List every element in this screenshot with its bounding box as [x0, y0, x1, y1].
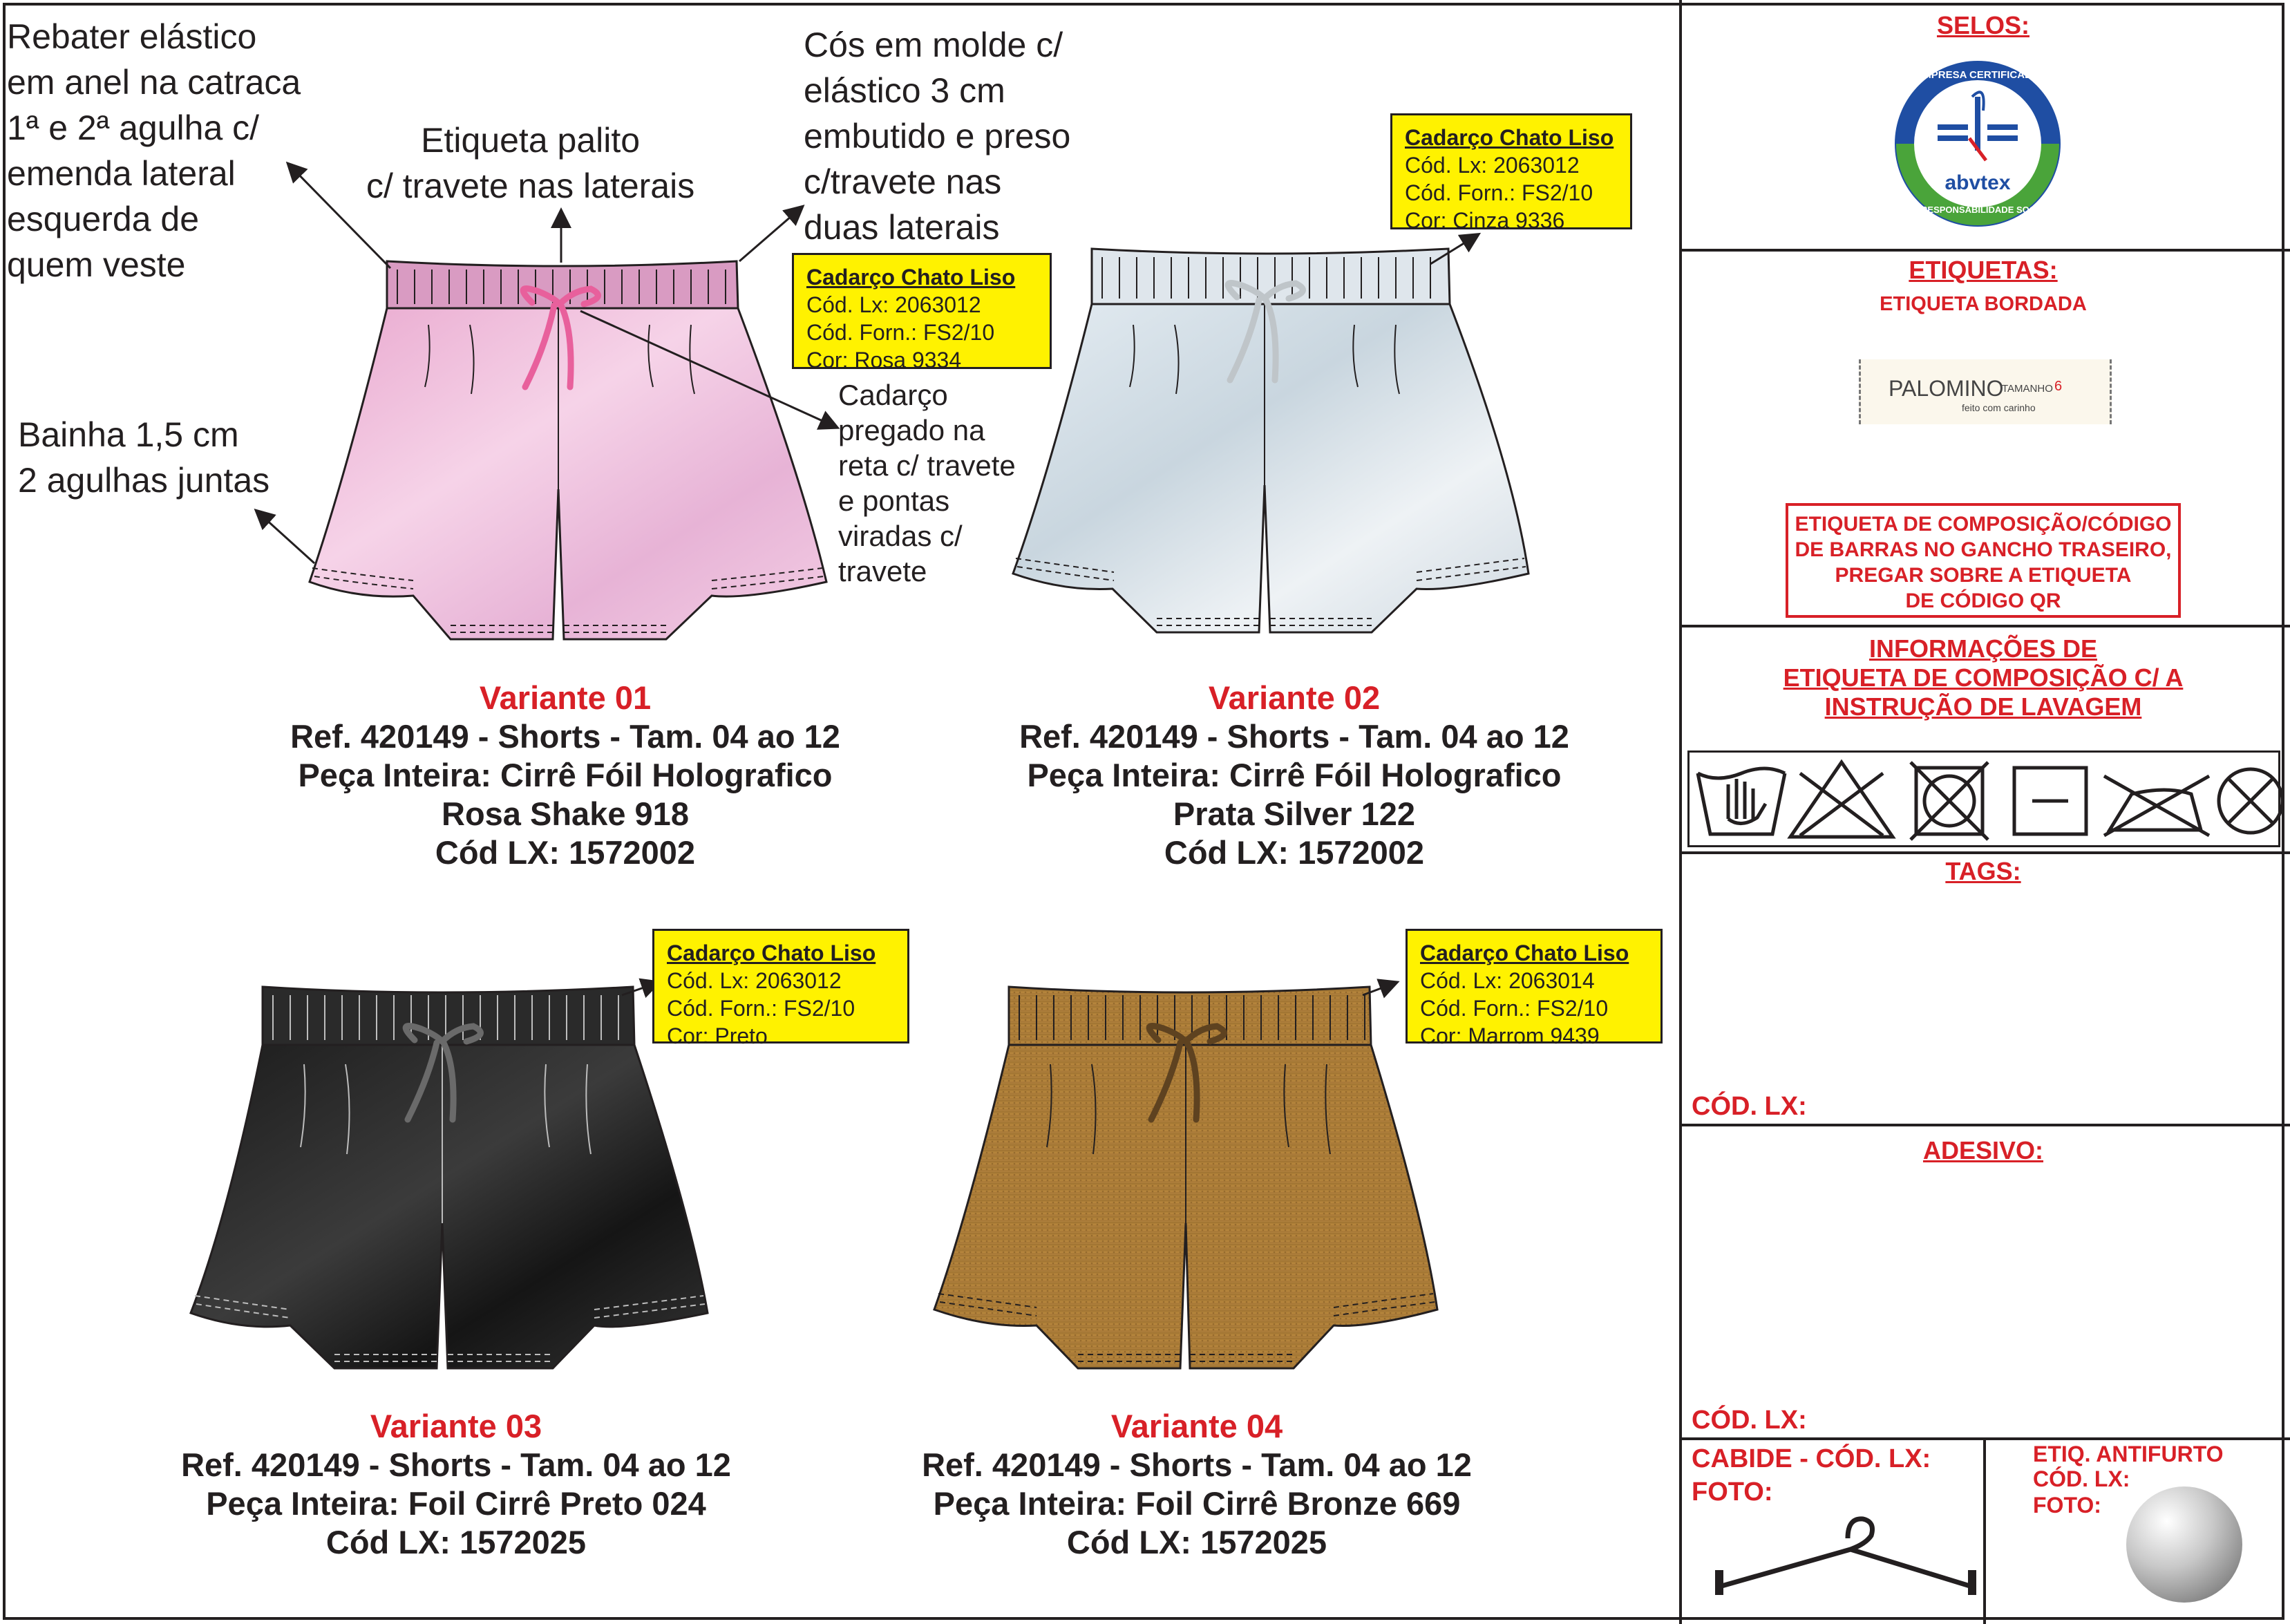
adesivo-title: ADESIVO: [1922, 1136, 2044, 1164]
variant-color: Rosa Shake 918 [442, 795, 689, 832]
tags-code-label: CÓD. LX: [1692, 1092, 1807, 1121]
drawstring-spec-title: Cadarço Chato Liso [667, 941, 876, 965]
label-subtitle: feito com carinho [1962, 402, 2036, 413]
drawstring-spec-line: Cód. Lx: 2063012 [667, 968, 842, 993]
selos-title: SELOS: [1936, 11, 2029, 39]
drawstring-spec-line: Cor: Cinza 9336 [1405, 208, 1565, 233]
composition-label-note: ETIQUETA DE COMPOSIÇÃO/CÓDIGO DE BARRAS NO GANCHO TRASEIRO, PREGAR SOBRE A ETIQUETA DE CÓDIGO QR [1786, 503, 2181, 618]
drawstring-spec-title: Cadarço Chato Liso [1405, 125, 1614, 150]
drawstring-spec-box-02 [1390, 113, 1632, 233]
note-waistband: Cós em molde c/ elástico 3 cm embutido e preso c/travete nas duas laterais [804, 26, 1071, 247]
variant-name: Variante 04 [1110, 1408, 1283, 1444]
shorts-variant-04 [934, 987, 1437, 1368]
variant-caption-04 [851, 1407, 1542, 1562]
variant-name: Variante 02 [1208, 679, 1381, 716]
drawstring-spec-line: Cód. Forn.: FS2/10 [1420, 996, 1609, 1021]
variant-material: Peça Inteira: Foil Cirrê Preto 024 [206, 1485, 706, 1522]
do-not-iron-icon [2104, 776, 2209, 835]
label-size: TAMANHO [2002, 383, 2053, 395]
hand-wash-icon [1698, 768, 1785, 834]
variant-caption-03 [111, 1407, 802, 1562]
variant-ref: Ref. 420149 - Shorts - Tam. 04 ao 12 [1019, 718, 1569, 755]
care-info-title: INFORMAÇÕES DE ETIQUETA DE COMPOSIÇÃO C/ A INSTRUÇÃO DE LAVAGEM [1783, 634, 2184, 721]
antifurto-code-label: CÓD. LX: [2033, 1466, 2130, 1491]
seal-bottom-text: EM RESPONSABILIDADE SOCIAL [1904, 205, 2051, 215]
variant-code: Cód LX: 1572002 [1164, 834, 1425, 871]
cabide-photo-label: FOTO: [1692, 1477, 1773, 1507]
antifurto-photo-label: FOTO: [2033, 1493, 2101, 1518]
note-elastic: Rebater elástico em anel na catraca 1ª e 2ª agulha c/ emenda lateral esquerda de quem veste [7, 17, 301, 284]
drawstring-spec-line: Cód. Forn.: FS2/10 [667, 996, 855, 1021]
drawstring-spec-box-03 [652, 929, 909, 1048]
anti-theft-tag-icon [2119, 1479, 2250, 1610]
seal-brand: abvtex [1944, 171, 2011, 194]
seal-top-text: EMPRESA CERTIFICADA [1915, 69, 2040, 81]
etiquetas-title: ETIQUETAS: [1909, 256, 2058, 284]
variant-ref: Ref. 420149 - Shorts - Tam. 04 ao 12 [290, 718, 840, 755]
label-size-number: 6 [2054, 379, 2063, 394]
variant-code: Cód LX: 1572002 [435, 834, 696, 871]
variant-code: Cód LX: 1572025 [325, 1524, 587, 1560]
drawstring-spec-line: Cód. Forn.: FS2/10 [806, 320, 995, 345]
label-brand: PALOMINO [1889, 376, 2004, 401]
do-not-dry-clean-icon [2219, 769, 2282, 833]
do-not-bleach-icon [1790, 762, 1893, 837]
adesivo-code-label: CÓD. LX: [1692, 1406, 1807, 1435]
variant-code: Cód LX: 1572025 [1066, 1524, 1327, 1560]
drawstring-spec-line: Cód. Lx: 2063012 [1405, 153, 1580, 178]
variant-name: Variante 01 [479, 679, 652, 716]
drawstring-spec-line: Cor: Preto [667, 1023, 768, 1048]
drawstring-spec-line: Cód. Lx: 2063014 [1420, 968, 1595, 993]
shorts-variant-03 [191, 987, 708, 1368]
antifurto-title: ETIQ. ANTIFURTO [2033, 1442, 2224, 1466]
note-label-tag: Etiqueta palito c/ travete nas laterais [366, 121, 695, 205]
hanger-icon [1703, 1511, 1993, 1594]
drawstring-spec-line: Cor: Rosa 9334 [806, 348, 962, 372]
variant-material: Peça Inteira: Foil Cirrê Bronze 669 [933, 1485, 1461, 1522]
drawstring-spec-box-01 [792, 253, 1052, 372]
variant-material: Peça Inteira: Cirrê Fóil Holografico [1027, 757, 1562, 793]
drawstring-spec-line: Cód. Forn.: FS2/10 [1405, 180, 1593, 205]
drawstring-spec-title: Cadarço Chato Liso [806, 265, 1016, 290]
variant-material: Peça Inteira: Cirrê Fóil Holografico [298, 757, 833, 793]
drawstring-spec-title: Cadarço Chato Liso [1420, 941, 1629, 965]
shorts-variant-02 [1013, 249, 1529, 632]
drawstring-spec-line: Cód. Lx: 2063012 [806, 292, 981, 317]
care-symbols-row [1687, 750, 2280, 847]
variant-ref: Ref. 420149 - Shorts - Tam. 04 ao 12 [922, 1446, 1472, 1483]
tags-title: TAGS: [1945, 857, 2021, 885]
spec-panel [1682, 0, 2284, 1624]
etiqueta-bordada-label: ETIQUETA BORDADA [1880, 293, 2087, 315]
variant-color: Prata Silver 122 [1173, 795, 1416, 832]
shorts-variant-01 [310, 261, 826, 639]
drawstring-spec-box-04 [1406, 929, 1663, 1048]
variant-ref: Ref. 420149 - Shorts - Tam. 04 ao 12 [181, 1446, 731, 1483]
drawstring-spec-line: Cor: Marrom 9439 [1420, 1023, 1600, 1048]
note-drawstring: Cadarço pregado na reta c/ travete e pontas viradas c/ travete [838, 379, 1016, 587]
cabide-title: CABIDE - CÓD. LX: [1692, 1444, 1931, 1473]
variant-caption-01 [220, 679, 911, 872]
line-dry-icon [2014, 768, 2086, 834]
variant-caption-02 [949, 679, 1640, 872]
note-hem: Bainha 1,5 cm 2 agulhas juntas [18, 415, 270, 500]
variant-name: Variante 03 [370, 1408, 542, 1444]
embroidered-label [1859, 359, 2112, 424]
do-not-tumble-dry-icon [1911, 762, 1988, 840]
